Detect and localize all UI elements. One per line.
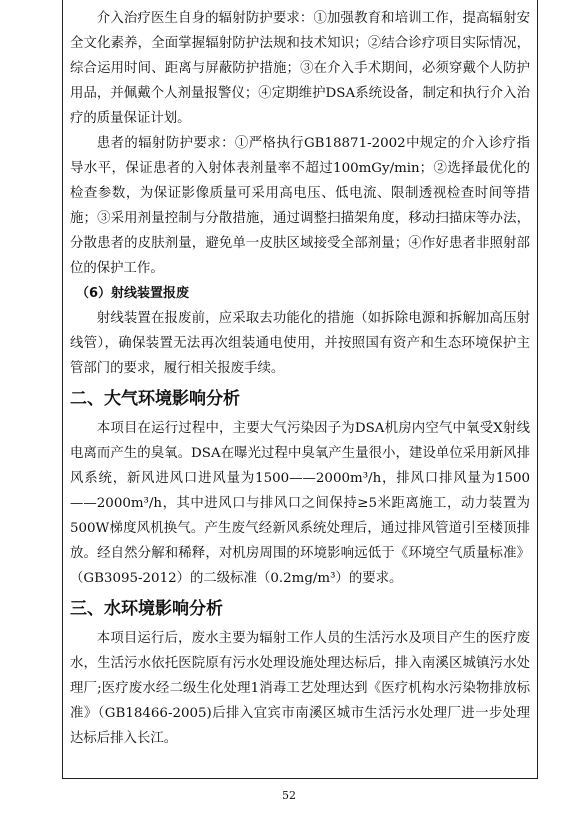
paragraph-doctor-protection: 介入治疗医生自身的辐射防护要求：①加强教育和培训工作，提高辐射安全文化素养，全面掌握辐射防护法规和技术知识；②结合诊疗项目实际情况，综合运用时间、距离与屏蔽防护措施；③在介入手术期间，必须穿戴个人防护用品，并佩戴个人剂量报警仪；④定期维护DSA系统设备，制定和执行介入治疗的质量保证计划。 [70,11,530,126]
paragraph-disposal: 射线装置在报废前，应采取去功能化的措施（如拆除电源和拆解加高压射线管），确保装置无法再次组装通电使用，并按照国有资产和生态环境保护主管部门的要求，履行相关报废手续。 [70,311,530,376]
paragraph-air: 本项目在运行过程中，主要大气污染因子为DSA机房内空气中氧受X射线电离而产生的臭氧。DSA在曝光过程中臭氧产生量很小，建设单位采用新风排风系统，新风进风口进风量为1500——2000m³/h，排风口排风量为1500——2000m³/h，其中进风口与排风口之间保持≥5米距离施工，动力装置为500W梯度风机换气。产生废气经新风系统处理后，通过排风管道引至楼顶排放。经自然分解和稀释，对机房周围的环境影响远低于《环境空气质量标准》（GB3095-2012）的二级标准（0.2mg/m³）的要求。 [70,421,530,586]
page-number: 52 [282,789,296,802]
paragraph-water: 本项目运行后，废水主要为辐射工作人员的生活污水及项目产生的医疗废水，生活污水依托医院原有污水处理设施处理达标后，排入南溪区城镇污水处理厂;医疗废水经二级生化处理1消毒工艺处理达到《医疗机构水污染物排放标准》（GB18466-2005)后排入宜宾市南溪区城市生活污水处理厂进一步处理达标后排入长江。 [70,631,530,746]
paragraph-patient-protection: 患者的辐射防护要求：①严格执行GB18871-2002中规定的介入诊疗指导水平，保证患者的入射体表剂量率不超过100mGy/min；②选择最优化的检查参数，为保证影像质量可采用高电压、低电流、限制透视检查时间等措施；③采用剂量控制与分散措施，通过调整扫描架角度，移动扫描床等办法，分散患者的皮肤剂量，避免单一皮肤区域接受全部剂量；④作好患者非照射部位的保护工作。 [70,136,530,276]
section-title-air: 二、大气环境影响分析 [70,389,240,409]
section-title-water: 三、水环境影响分析 [70,599,223,619]
document-body [70,6,530,751]
subsection-title-disposal: （6）射线装置报废 [76,286,190,301]
